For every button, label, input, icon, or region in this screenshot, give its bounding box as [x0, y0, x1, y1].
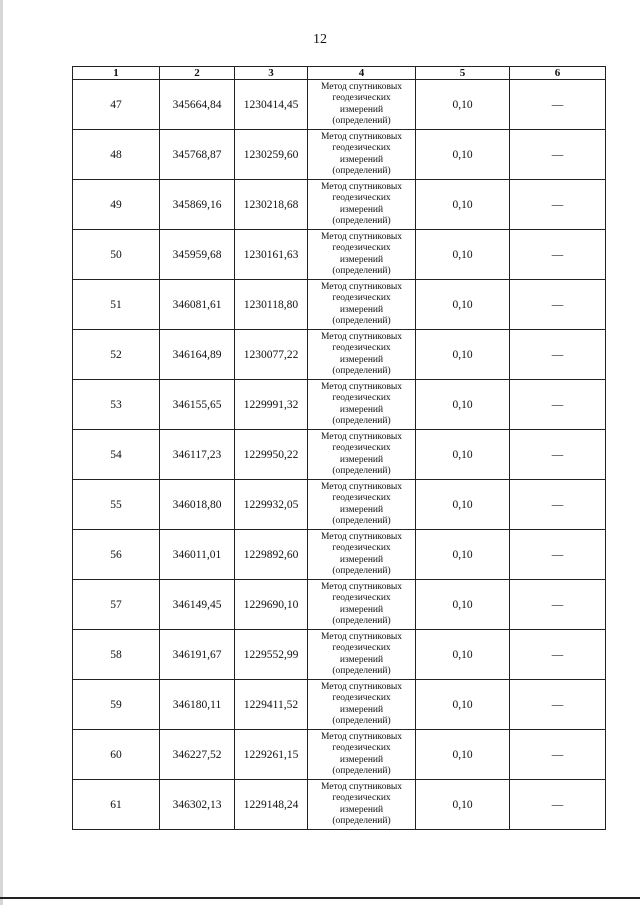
- y-coordinate-cell: 1229950,22: [235, 430, 308, 480]
- x-coordinate-cell: 346227,52: [160, 730, 235, 780]
- table-row: [73, 180, 606, 230]
- point-number-cell: 54: [73, 430, 160, 480]
- method-line: Метод спутниковых: [320, 731, 403, 742]
- accuracy-cell: 0,10: [416, 430, 510, 480]
- method-line: Метод спутниковых: [320, 81, 403, 92]
- accuracy-cell: 0,10: [416, 530, 510, 580]
- note-cell: —: [510, 580, 606, 630]
- accuracy-cell: 0,10: [416, 330, 510, 380]
- method-cell: [308, 280, 416, 330]
- x-coordinate-cell: 346164,89: [160, 330, 235, 380]
- table-row: [73, 780, 606, 830]
- method-cell: [308, 580, 416, 630]
- x-coordinate-cell: 345768,87: [160, 130, 235, 180]
- note-cell: —: [510, 230, 606, 280]
- method-line: Метод спутниковых: [320, 681, 403, 692]
- table-row: [73, 280, 606, 330]
- method-cell: [308, 330, 416, 380]
- method-line: измерений: [339, 554, 384, 565]
- accuracy-cell: 0,10: [416, 730, 510, 780]
- method-line: Метод спутниковых: [320, 531, 403, 542]
- y-coordinate-cell: 1229261,15: [235, 730, 308, 780]
- method-line: Метод спутниковых: [320, 581, 403, 592]
- method-line: измерений: [339, 104, 384, 115]
- method-line: Метод спутниковых: [320, 781, 403, 792]
- method-line: измерений: [339, 404, 384, 415]
- accuracy-cell: 0,10: [416, 580, 510, 630]
- x-coordinate-cell: 345664,84: [160, 80, 235, 130]
- method-line: (определений): [332, 566, 391, 576]
- method-line: измерений: [339, 604, 384, 615]
- note-cell: —: [510, 730, 606, 780]
- method-line: измерений: [339, 654, 384, 665]
- accuracy-cell: 0,10: [416, 80, 510, 130]
- table-row: [73, 80, 606, 130]
- method-line: геодезических: [332, 393, 391, 403]
- y-coordinate-cell: 1229690,10: [235, 580, 308, 630]
- method-cell: [308, 80, 416, 130]
- page-number: 12: [313, 32, 327, 47]
- column-header-2: 2: [160, 67, 235, 80]
- point-number-cell: 55: [73, 480, 160, 530]
- accuracy-cell: 0,10: [416, 130, 510, 180]
- table-row: [73, 380, 606, 430]
- method-line: геодезических: [332, 243, 391, 253]
- point-number-cell: 48: [73, 130, 160, 180]
- method-line: геодезических: [332, 743, 391, 753]
- method-cell: [308, 430, 416, 480]
- method-line: измерений: [339, 804, 384, 815]
- method-cell: [308, 130, 416, 180]
- y-coordinate-cell: 1230414,45: [235, 80, 308, 130]
- page-bottom-rule: [0, 897, 640, 899]
- table-row: [73, 730, 606, 780]
- method-cell: [308, 680, 416, 730]
- method-line: измерений: [339, 254, 384, 265]
- method-line: геодезических: [332, 593, 391, 603]
- x-coordinate-cell: 346149,45: [160, 580, 235, 630]
- column-header-5: 5: [416, 67, 510, 80]
- point-number-cell: 59: [73, 680, 160, 730]
- accuracy-cell: 0,10: [416, 230, 510, 280]
- method-cell: [308, 780, 416, 830]
- method-line: (определений): [332, 216, 391, 226]
- point-number-cell: 50: [73, 230, 160, 280]
- method-line: (определений): [332, 366, 391, 376]
- method-cell: [308, 230, 416, 280]
- method-line: (определений): [332, 266, 391, 276]
- method-line: измерений: [339, 154, 384, 165]
- method-line: Метод спутниковых: [320, 381, 403, 392]
- note-cell: —: [510, 530, 606, 580]
- x-coordinate-cell: 345869,16: [160, 180, 235, 230]
- point-number-cell: 52: [73, 330, 160, 380]
- method-line: (определений): [332, 816, 391, 826]
- method-line: Метод спутниковых: [320, 631, 403, 642]
- method-line: (определений): [332, 166, 391, 176]
- accuracy-cell: 0,10: [416, 780, 510, 830]
- coordinates-table: [72, 66, 606, 830]
- method-cell: [308, 730, 416, 780]
- note-cell: —: [510, 130, 606, 180]
- column-header-1: 1: [73, 67, 160, 80]
- point-number-cell: 60: [73, 730, 160, 780]
- y-coordinate-cell: 1229892,60: [235, 530, 308, 580]
- method-line: измерений: [339, 354, 384, 365]
- method-cell: [308, 380, 416, 430]
- table-header-row: [73, 67, 606, 80]
- note-cell: —: [510, 80, 606, 130]
- method-cell: [308, 480, 416, 530]
- x-coordinate-cell: 345959,68: [160, 230, 235, 280]
- method-line: (определений): [332, 716, 391, 726]
- point-number-cell: 51: [73, 280, 160, 330]
- accuracy-cell: 0,10: [416, 480, 510, 530]
- method-line: геодезических: [332, 443, 391, 453]
- note-cell: —: [510, 280, 606, 330]
- point-number-cell: 58: [73, 630, 160, 680]
- x-coordinate-cell: 346155,65: [160, 380, 235, 430]
- method-line: (определений): [332, 116, 391, 126]
- table-row: [73, 330, 606, 380]
- table-row: [73, 130, 606, 180]
- method-line: (определений): [332, 516, 391, 526]
- accuracy-cell: 0,10: [416, 680, 510, 730]
- point-number-cell: 49: [73, 180, 160, 230]
- method-line: геодезических: [332, 643, 391, 653]
- note-cell: —: [510, 780, 606, 830]
- table-row: [73, 630, 606, 680]
- note-cell: —: [510, 330, 606, 380]
- x-coordinate-cell: 346191,67: [160, 630, 235, 680]
- table-row: [73, 480, 606, 530]
- note-cell: —: [510, 630, 606, 680]
- accuracy-cell: 0,10: [416, 380, 510, 430]
- method-line: геодезических: [332, 543, 391, 553]
- y-coordinate-cell: 1229148,24: [235, 780, 308, 830]
- method-cell: [308, 180, 416, 230]
- x-coordinate-cell: 346180,11: [160, 680, 235, 730]
- method-line: (определений): [332, 666, 391, 676]
- note-cell: —: [510, 380, 606, 430]
- method-line: геодезических: [332, 793, 391, 803]
- method-line: Метод спутниковых: [320, 431, 403, 442]
- point-number-cell: 56: [73, 530, 160, 580]
- method-line: геодезических: [332, 293, 391, 303]
- note-cell: —: [510, 680, 606, 730]
- method-line: Метод спутниковых: [320, 131, 403, 142]
- method-line: геодезических: [332, 93, 391, 103]
- x-coordinate-cell: 346302,13: [160, 780, 235, 830]
- point-number-cell: 61: [73, 780, 160, 830]
- method-cell: [308, 530, 416, 580]
- y-coordinate-cell: 1229552,99: [235, 630, 308, 680]
- method-line: измерений: [339, 454, 384, 465]
- note-cell: —: [510, 430, 606, 480]
- y-coordinate-cell: 1230077,22: [235, 330, 308, 380]
- method-line: измерений: [339, 204, 384, 215]
- method-line: измерений: [339, 754, 384, 765]
- method-line: Метод спутниковых: [320, 481, 403, 492]
- method-line: (определений): [332, 466, 391, 476]
- table-body: [73, 80, 606, 830]
- point-number-cell: 53: [73, 380, 160, 430]
- method-line: (определений): [332, 416, 391, 426]
- x-coordinate-cell: 346117,23: [160, 430, 235, 480]
- method-line: Метод спутниковых: [320, 231, 403, 242]
- table-row: [73, 530, 606, 580]
- method-line: геодезических: [332, 193, 391, 203]
- column-header-4: 4: [308, 67, 416, 80]
- x-coordinate-cell: 346081,61: [160, 280, 235, 330]
- method-line: Метод спутниковых: [320, 331, 403, 342]
- y-coordinate-cell: 1230218,68: [235, 180, 308, 230]
- method-line: измерений: [339, 304, 384, 315]
- accuracy-cell: 0,10: [416, 280, 510, 330]
- y-coordinate-cell: 1230118,80: [235, 280, 308, 330]
- column-header-3: 3: [235, 67, 308, 80]
- method-line: геодезических: [332, 493, 391, 503]
- point-number-cell: 47: [73, 80, 160, 130]
- method-line: геодезических: [332, 143, 391, 153]
- x-coordinate-cell: 346018,80: [160, 480, 235, 530]
- method-line: измерений: [339, 704, 384, 715]
- y-coordinate-cell: 1230259,60: [235, 130, 308, 180]
- x-coordinate-cell: 346011,01: [160, 530, 235, 580]
- method-line: геодезических: [332, 693, 391, 703]
- method-line: Метод спутниковых: [320, 181, 403, 192]
- method-line: Метод спутниковых: [320, 281, 403, 292]
- table-row: [73, 680, 606, 730]
- page-left-edge: [0, 0, 3, 905]
- y-coordinate-cell: 1229991,32: [235, 380, 308, 430]
- accuracy-cell: 0,10: [416, 630, 510, 680]
- y-coordinate-cell: 1230161,63: [235, 230, 308, 280]
- y-coordinate-cell: 1229411,52: [235, 680, 308, 730]
- y-coordinate-cell: 1229932,05: [235, 480, 308, 530]
- method-line: (определений): [332, 616, 391, 626]
- method-cell: [308, 630, 416, 680]
- method-line: (определений): [332, 766, 391, 776]
- point-number-cell: 57: [73, 580, 160, 630]
- method-line: (определений): [332, 316, 391, 326]
- table-row: [73, 230, 606, 280]
- note-cell: —: [510, 480, 606, 530]
- table-row: [73, 430, 606, 480]
- note-cell: —: [510, 180, 606, 230]
- method-line: геодезических: [332, 343, 391, 353]
- method-line: измерений: [339, 504, 384, 515]
- table-row: [73, 580, 606, 630]
- accuracy-cell: 0,10: [416, 180, 510, 230]
- column-header-6: 6: [510, 67, 606, 80]
